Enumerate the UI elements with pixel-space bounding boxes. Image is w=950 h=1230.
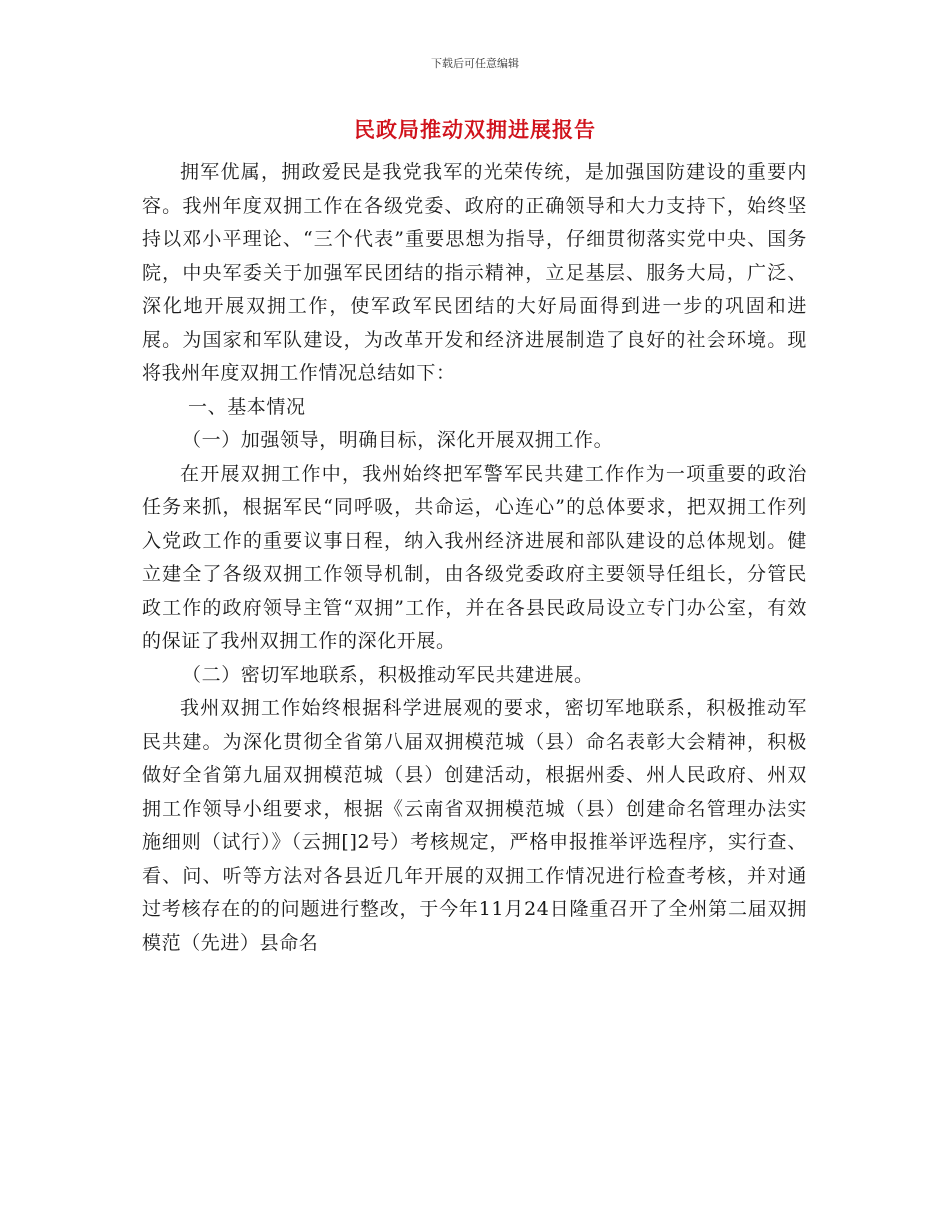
subsection-heading-2: （二）密切军地联系，积极推动军民共建进展。 <box>182 663 594 686</box>
paragraph-leadership: 在开展双拥工作中，我州始终把军警军民共建工作作为一项重要的政治任务来抓，根据军民“同呼吸，共命运，心连心”的总体要求，把双拥工作列入党政工作的重要议事日程，纳入我州经济进展和部队建设的总体规划。健立建全了各级双拥工作领导机制，由各级党委政府主要领导任组长，分管民政工作的政府领导主管“双拥”工作，并在各县民政局设立专门办公室，有效的保证了我州双拥工作的深化开展。 <box>142 462 807 652</box>
document-body <box>142 156 807 960</box>
header-note: 下载后可任意编辑 <box>431 57 519 70</box>
subsection-heading-1: （一）加强领导，明确目标，深化开展双拥工作。 <box>182 429 614 451</box>
paragraph-cooperation: 我州双拥工作始终根据科学进展观的要求，密切军地联系，积极推动军民共建。为深化贯彻全省第八届双拥模范城（县）命名表彰大会精神，积极做好全省第九届双拥模范城（县）创建活动，根据州委、州人民政府、州双拥工作领导小组要求，根据《云南省双拥模范城（县）创建命名管理办法实施细则（试行）》（云拥[]2号）考核规定，严格申报推举评选程序，实行查、看、问、听等方法对各县近几年开展的双拥工作情况进行检查考核，并对通过考核存在的的问题进行整改，于今年11月24日隆重召开了全州第二届双拥模范（先进）县命名 <box>142 697 807 954</box>
section-heading-basic: 一、基本情况 <box>188 395 306 418</box>
paragraph-intro: 拥军优属，拥政爱民是我党我军的光荣传统，是加强国防建设的重要内容。我州年度双拥工作在各级党委、政府的正确领导和大力支持下，始终坚持以邓小平理论、“三个代表”重要思想为指导，仔细贯彻落实党中央、国务院，中央军委关于加强军民团结的指示精神，立足基层、服务大局，广泛、深化地开展双拥工作，使军政军民团结的大好局面得到进一步的巩固和进展。为国家和军队建设，为改革开发和经济进展制造了良好的社会环境。现将我州年度双拥工作情况总结如下： <box>142 161 807 384</box>
document-title: 民政局推动双拥进展报告 <box>354 118 596 142</box>
